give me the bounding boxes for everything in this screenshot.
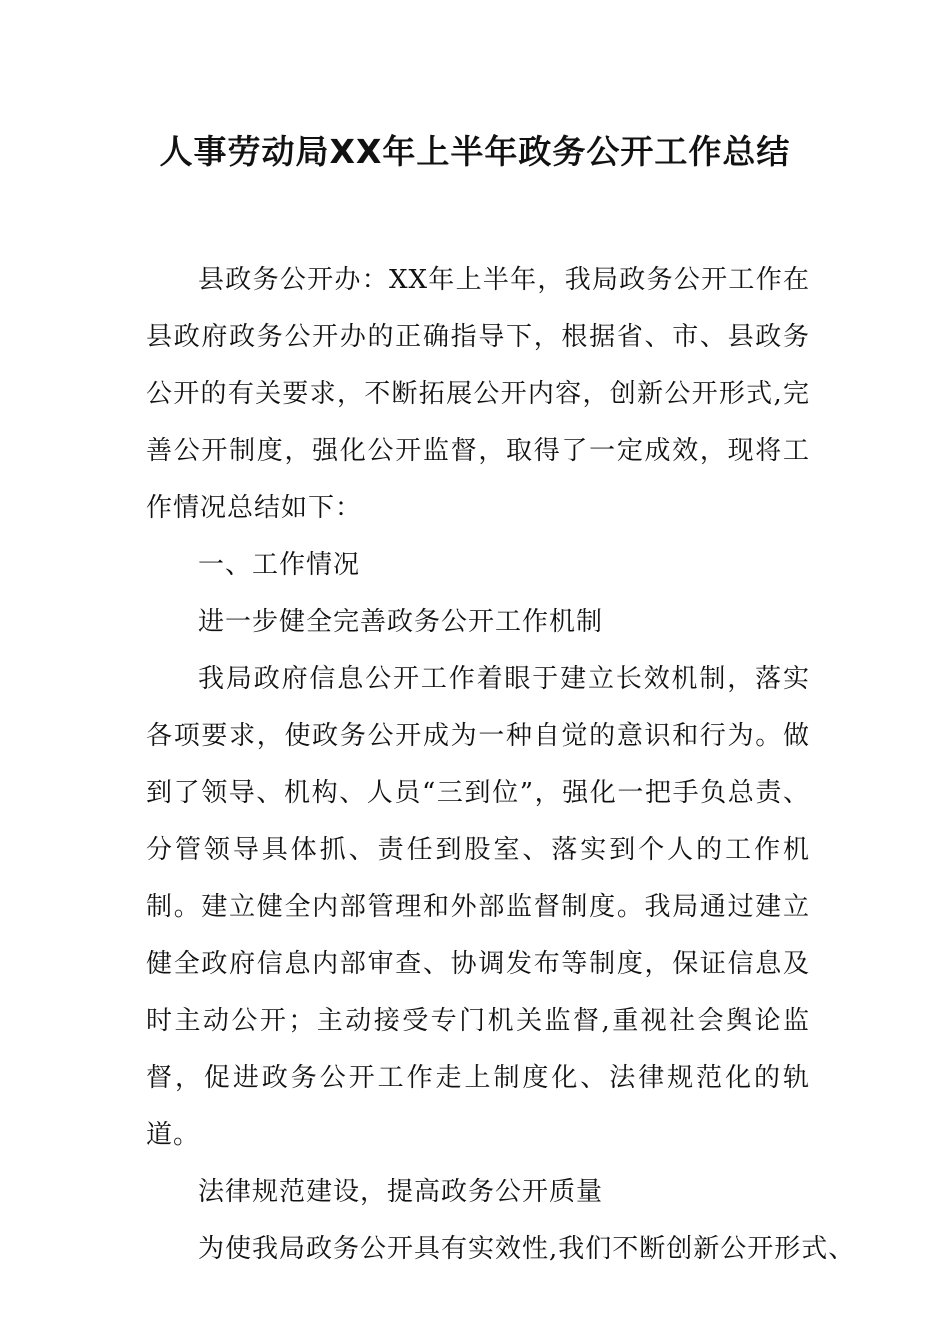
document-title: 人事劳动局XX年上半年政务公开工作总结: [159, 132, 791, 171]
document-body: [146, 252, 856, 1278]
subheading-quality: 法律规范建设，提高政务公开质量: [198, 1177, 604, 1207]
paragraph-mechanism: 我局政府信息公开工作着眼于建立长效机制，落实各项要求，使政务公开成为一种自觉的意识和行为。做到了领导、机构、人员“三到位”，强化一把手负总责、分管领导具体抓、责任到股室、落实到个人的工作机制。建立健全内部管理和外部监督制度。我局通过建立健全政府信息内部审查、协调发布等制度，保证信息及时主动公开；主动接受专门机关监督,重视社会舆论监督，促进政务公开工作走上制度化、法律规范化的轨道。: [146, 664, 810, 1150]
paragraph-intro: 县政务公开办：XX年上半年，我局政务公开工作在县政府政务公开办的正确指导下，根据省、市、县政务公开的有关要求，不断拓展公开内容，创新公开形式,完善公开制度，强化公开监督，取得了一定成效，现将工作情况总结如下：: [146, 265, 810, 523]
paragraph-quality: 为使我局政务公开具有实效性,我们不断创新公开形式、: [198, 1234, 856, 1264]
section-heading-work-status: 一、工作情况: [198, 550, 361, 580]
subheading-mechanism: 进一步健全完善政务公开工作机制: [198, 607, 604, 637]
